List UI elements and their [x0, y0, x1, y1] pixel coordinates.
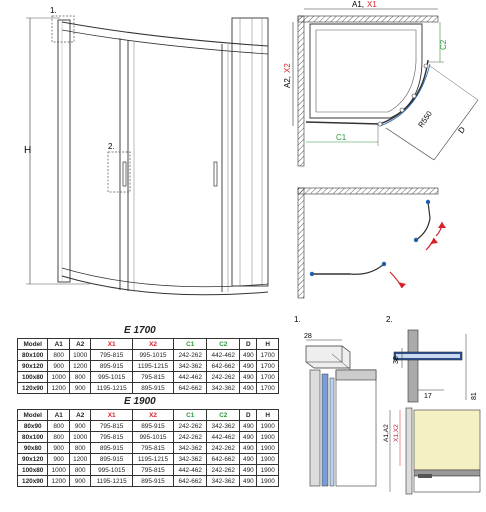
- col-c2: C2: [207, 339, 240, 350]
- table-e1700: [17, 338, 279, 394]
- cell-c2: 442-462: [207, 350, 240, 361]
- col-d: D: [240, 410, 257, 421]
- table-header-row: [18, 410, 279, 421]
- cell-a2: 900: [69, 421, 91, 432]
- cell-a2: 800: [69, 372, 91, 383]
- cell-h: 1900: [257, 421, 279, 432]
- cell-c1: 642-662: [174, 383, 207, 394]
- cell-x2: 795-815: [132, 372, 173, 383]
- cell-a2: 900: [69, 383, 91, 394]
- cell-d: 490: [240, 350, 257, 361]
- dim-17: 17: [424, 393, 432, 400]
- cell-d: 490: [240, 421, 257, 432]
- cell-model: 90x120: [18, 454, 48, 465]
- cell-x2: 995-1015: [132, 432, 173, 443]
- cell-a1: 800: [48, 350, 70, 361]
- table-e1900-title: E 1900: [124, 396, 156, 407]
- col-model: Model: [18, 410, 48, 421]
- cell-c2: 342-362: [207, 476, 240, 487]
- cell-model: 120x90: [18, 476, 48, 487]
- cell-x1: 1195-1215: [91, 476, 132, 487]
- cell-d: 490: [240, 443, 257, 454]
- detail-marker-1: 1.: [50, 6, 57, 15]
- plan-label-c1: C1: [336, 133, 347, 142]
- cell-d: 490: [240, 454, 257, 465]
- table-row: [18, 383, 279, 394]
- cell-c1: 242-262: [174, 350, 207, 361]
- cell-c1: 342-362: [174, 361, 207, 372]
- cell-a1: 900: [48, 454, 70, 465]
- cell-x1: 795-815: [91, 421, 132, 432]
- shower-elevation-drawing: [0, 0, 290, 312]
- cell-c2: 442-462: [207, 432, 240, 443]
- cell-x2: 895-915: [132, 421, 173, 432]
- cell-h: 1900: [257, 432, 279, 443]
- cell-h: 1700: [257, 383, 279, 394]
- label-a1a2: A1,A2: [383, 424, 390, 442]
- col-c1: C1: [174, 410, 207, 421]
- plan-label-x1: X1: [367, 0, 377, 9]
- table-row: [18, 361, 279, 372]
- plan-label-d: D: [456, 125, 468, 136]
- col-a1: A1: [48, 410, 70, 421]
- col-a1: A1: [48, 339, 70, 350]
- table-row: [18, 432, 279, 443]
- cell-x2: 795-815: [132, 443, 173, 454]
- cell-a2: 800: [69, 443, 91, 454]
- col-x2: X2: [132, 410, 173, 421]
- cell-model: 90x120: [18, 361, 48, 372]
- cell-x1: 895-915: [91, 361, 132, 372]
- table-row: [18, 476, 279, 487]
- cell-c2: 242-262: [207, 443, 240, 454]
- door-opening-drawing: [290, 180, 486, 310]
- cell-d: 490: [240, 476, 257, 487]
- label-x1x2: X1,X2: [393, 424, 400, 442]
- cell-d: 490: [240, 361, 257, 372]
- cell-a2: 1000: [69, 350, 91, 361]
- cell-x2: 895-915: [132, 476, 173, 487]
- col-c2: C2: [207, 410, 240, 421]
- cell-a1: 1200: [48, 476, 70, 487]
- cell-model: 80x90: [18, 421, 48, 432]
- cell-c1: 242-262: [174, 421, 207, 432]
- dim-38: 38: [393, 356, 400, 364]
- cell-a1: 900: [48, 361, 70, 372]
- cell-d: 490: [240, 465, 257, 476]
- table-e1900: [17, 409, 279, 487]
- col-a2: A2: [69, 410, 91, 421]
- col-d: D: [240, 339, 257, 350]
- cell-h: 1900: [257, 465, 279, 476]
- cell-model: 80x100: [18, 350, 48, 361]
- cell-c2: 342-362: [207, 383, 240, 394]
- cell-h: 1900: [257, 476, 279, 487]
- cell-a1: 1000: [48, 372, 70, 383]
- cell-a1: 800: [48, 432, 70, 443]
- col-x1: X1: [91, 410, 132, 421]
- table-row: [18, 421, 279, 432]
- cell-h: 1900: [257, 443, 279, 454]
- cell-x1: 995-1015: [91, 372, 132, 383]
- plan-label-c2: C2: [439, 39, 448, 50]
- table-row: [18, 454, 279, 465]
- plan-view-drawing: [283, 0, 486, 180]
- detail-marker-2: 2.: [108, 142, 115, 151]
- cell-x2: 895-915: [132, 383, 173, 394]
- cell-h: 1700: [257, 372, 279, 383]
- col-h: H: [257, 339, 279, 350]
- detail-1-drawing: [292, 314, 384, 492]
- cell-c2: 642-662: [207, 454, 240, 465]
- detail-1-label: 1.: [294, 315, 301, 324]
- cell-a1: 1200: [48, 383, 70, 394]
- cell-x2: 1195-1215: [132, 454, 173, 465]
- cell-model: 100x80: [18, 372, 48, 383]
- section-detail-drawing: [384, 406, 486, 498]
- cell-x2: 995-1015: [132, 350, 173, 361]
- cell-c1: 442-462: [174, 465, 207, 476]
- cell-x2: 795-815: [132, 465, 173, 476]
- cell-c2: 242-262: [207, 372, 240, 383]
- detail-2-label: 2.: [386, 315, 393, 324]
- cell-d: 490: [240, 383, 257, 394]
- plan-label-r550: R550: [416, 109, 434, 130]
- cell-c2: 242-262: [207, 465, 240, 476]
- cell-c1: 242-262: [174, 432, 207, 443]
- col-x1: X1: [91, 339, 132, 350]
- col-h: H: [257, 410, 279, 421]
- cell-c1: 442-462: [174, 372, 207, 383]
- cell-a1: 1000: [48, 465, 70, 476]
- cell-x1: 795-815: [91, 350, 132, 361]
- plan-label-a2: A2,: [283, 75, 292, 88]
- cell-a2: 900: [69, 476, 91, 487]
- cell-h: 1700: [257, 350, 279, 361]
- dim-28: 28: [304, 333, 312, 340]
- table-row: [18, 372, 279, 383]
- cell-a1: 900: [48, 443, 70, 454]
- cell-model: 120x90: [18, 383, 48, 394]
- cell-model: 80x100: [18, 432, 48, 443]
- table-header-row: [18, 339, 279, 350]
- table-e1700-title: E 1700: [124, 325, 156, 336]
- cell-x1: 895-915: [91, 454, 132, 465]
- col-c1: C1: [174, 339, 207, 350]
- plan-label-x2: X2: [283, 63, 292, 73]
- plan-label-a1: A1,: [352, 0, 365, 9]
- cell-h: 1900: [257, 454, 279, 465]
- cell-x2: 1195-1215: [132, 361, 173, 372]
- cell-a2: 1200: [69, 454, 91, 465]
- cell-x1: 1195-1215: [91, 383, 132, 394]
- col-x2: X2: [132, 339, 173, 350]
- cell-model: 100x80: [18, 465, 48, 476]
- cell-d: 490: [240, 372, 257, 383]
- cell-a2: 1000: [69, 432, 91, 443]
- cell-a1: 800: [48, 421, 70, 432]
- cell-c1: 342-362: [174, 443, 207, 454]
- cell-c2: 642-662: [207, 361, 240, 372]
- cell-x1: 995-1015: [91, 465, 132, 476]
- cell-c2: 342-362: [207, 421, 240, 432]
- cell-x1: 895-915: [91, 443, 132, 454]
- cell-c1: 342-362: [174, 454, 207, 465]
- table-row: [18, 443, 279, 454]
- col-a2: A2: [69, 339, 91, 350]
- cell-x1: 795-815: [91, 432, 132, 443]
- detail-2-drawing: [384, 314, 486, 406]
- cell-h: 1700: [257, 361, 279, 372]
- table-row: [18, 350, 279, 361]
- cell-a2: 1200: [69, 361, 91, 372]
- cell-model: 90x80: [18, 443, 48, 454]
- table-row: [18, 465, 279, 476]
- col-model: Model: [18, 339, 48, 350]
- cell-d: 490: [240, 432, 257, 443]
- dim-81: 81: [471, 392, 478, 400]
- cell-c1: 642-662: [174, 476, 207, 487]
- cell-a2: 800: [69, 465, 91, 476]
- height-label: H: [24, 145, 32, 156]
